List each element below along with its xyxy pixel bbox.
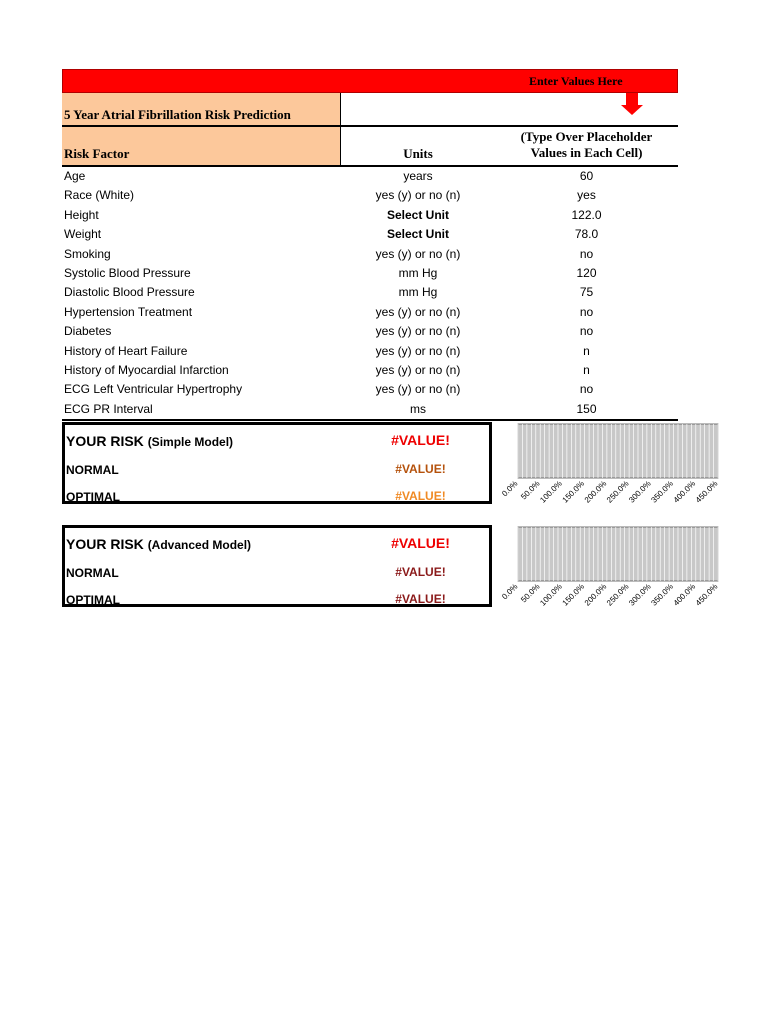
table-row: [62, 186, 678, 205]
risk-factor-header: Risk Factor: [64, 146, 130, 161]
x-tick-label: 350.0%: [649, 582, 675, 608]
x-tick-label: 450.0%: [693, 479, 720, 505]
unit-label: yes (y) or no (n): [375, 382, 461, 397]
x-tick-label: 300.0%: [627, 582, 653, 608]
table-row: [62, 361, 678, 380]
value-cell[interactable]: no: [579, 304, 594, 319]
x-tick-label: 200.0%: [582, 582, 609, 608]
advanced-optimal-label: OPTIMAL: [66, 593, 120, 607]
risk-factor-label: Age: [64, 169, 86, 183]
simple-normal-label: NORMAL: [66, 463, 119, 477]
simple-optimal-label: OPTIMAL: [66, 490, 120, 504]
simple-your-risk-text: YOUR RISK: [66, 433, 144, 449]
value-cell[interactable]: 122.0: [571, 207, 602, 222]
risk-factor-label: Hypertension Treatment: [64, 304, 193, 319]
x-tick-label: 400.0%: [671, 479, 698, 505]
x-tick-label: 100.0%: [538, 479, 564, 505]
risk-factor-header-cell: [62, 127, 341, 165]
x-tick-label: 400.0%: [671, 582, 698, 608]
x-tick-label: 450.0%: [693, 582, 720, 608]
table-row: [62, 303, 678, 322]
value-cell[interactable]: no: [579, 382, 594, 397]
values-header-line1: (Type Over Placeholder: [520, 129, 653, 144]
risk-factor-label: Weight: [64, 227, 102, 242]
x-tick-label: 150.0%: [560, 479, 587, 505]
value-cell[interactable]: 120: [576, 265, 597, 280]
plot-area: [518, 424, 718, 478]
unit-label: yes (y) or no (n): [375, 304, 461, 319]
unit-label: yes (y) or no (n): [375, 324, 461, 339]
units-header: Units: [403, 146, 433, 161]
unit-label: mm Hg: [398, 265, 438, 280]
plot-area: [518, 527, 718, 581]
title-row: [62, 93, 678, 125]
simple-your-risk-value[interactable]: #VALUE!: [391, 432, 450, 448]
table-row: [62, 264, 678, 283]
unit-label: yes (y) or no (n): [375, 246, 461, 261]
unit-select[interactable]: Select Unit: [386, 227, 449, 242]
value-cell[interactable]: yes: [577, 188, 596, 203]
page-title: 5 Year Atrial Fibrillation Risk Prediction: [64, 107, 291, 122]
unit-label: yes (y) or no (n): [375, 343, 461, 358]
simple-risk-chart: [499, 422, 720, 517]
values-header: [495, 129, 678, 161]
value-cell[interactable]: 150: [576, 401, 597, 416]
simple-optimal-value[interactable]: #VALUE!: [395, 489, 446, 503]
risk-factor-label: History of Heart Failure: [64, 343, 188, 358]
value-cell[interactable]: n: [583, 343, 590, 358]
unit-label: yes (y) or no (n): [375, 188, 461, 203]
simple-risk-chart-svg: [499, 422, 720, 517]
risk-factor-label: Height: [64, 207, 99, 222]
x-tick-label: 300.0%: [627, 479, 653, 505]
x-tick-label: 0.0%: [500, 582, 520, 602]
advanced-model-box: [62, 525, 492, 607]
risk-factor-rows: [62, 167, 678, 421]
advanced-normal-label: NORMAL: [66, 566, 119, 580]
title-cell: [62, 93, 341, 125]
x-tick-label: 50.0%: [519, 479, 542, 502]
value-cell[interactable]: n: [583, 362, 590, 377]
table-row: [62, 206, 678, 225]
table-row: [62, 245, 678, 264]
x-tick-label: 350.0%: [649, 479, 675, 505]
x-tick-label: 150.0%: [560, 582, 587, 608]
value-cell[interactable]: no: [579, 246, 594, 261]
column-header-row: [62, 125, 678, 167]
simple-model-box: [62, 422, 492, 504]
risk-factor-label: History of Myocardial Infarction: [64, 362, 229, 377]
values-header-line2: Values in Each Cell): [530, 145, 643, 160]
enter-values-label: Enter Values Here: [529, 74, 623, 88]
simple-your-risk-label: [66, 433, 233, 449]
simple-normal-value[interactable]: #VALUE!: [395, 462, 446, 476]
value-cell[interactable]: 78.0: [574, 227, 599, 242]
x-tick-label: 200.0%: [582, 479, 609, 505]
unit-label: mm Hg: [398, 285, 438, 300]
unit-select[interactable]: Select Unit: [386, 207, 449, 222]
table-row: [62, 322, 678, 341]
advanced-risk-chart-svg: [499, 525, 720, 620]
risk-factor-label: Systolic Blood Pressure: [64, 265, 191, 280]
advanced-optimal-value[interactable]: #VALUE!: [395, 592, 446, 606]
advanced-your-risk-text: YOUR RISK: [66, 536, 144, 552]
unit-label: years: [403, 169, 433, 183]
table-row: [62, 167, 678, 186]
table-row: [62, 380, 678, 399]
risk-factor-label: ECG PR Interval: [64, 401, 153, 416]
value-cell[interactable]: 75: [579, 285, 594, 300]
unit-label: ms: [410, 401, 426, 416]
risk-factor-label: Diabetes: [64, 324, 112, 339]
advanced-your-risk-label: [66, 536, 251, 552]
value-cell[interactable]: no: [579, 324, 594, 339]
advanced-your-risk-value[interactable]: #VALUE!: [391, 535, 450, 551]
unit-label: yes (y) or no (n): [375, 362, 461, 377]
advanced-model-label: (Advanced Model): [147, 538, 252, 552]
risk-factor-label: Race (White): [64, 188, 135, 203]
x-tick-label: 250.0%: [604, 479, 631, 505]
simple-model-label: (Simple Model): [147, 435, 234, 449]
table-row: [62, 342, 678, 361]
risk-factor-label: Diastolic Blood Pressure: [64, 285, 195, 300]
enter-values-banner: [62, 69, 678, 93]
table-row: [62, 400, 678, 419]
advanced-normal-value[interactable]: #VALUE!: [395, 565, 446, 579]
x-tick-label: 50.0%: [519, 582, 542, 605]
table-row: [62, 225, 678, 244]
x-tick-label: 0.0%: [500, 479, 520, 499]
value-cell[interactable]: 60: [579, 169, 594, 183]
risk-table: [62, 69, 678, 421]
risk-factor-label: Smoking: [64, 246, 111, 261]
x-tick-label: 250.0%: [604, 582, 631, 608]
risk-factor-label: ECG Left Ventricular Hypertrophy: [64, 382, 243, 397]
x-tick-label: 100.0%: [538, 582, 564, 608]
advanced-risk-chart: [499, 525, 720, 620]
table-row: [62, 283, 678, 302]
